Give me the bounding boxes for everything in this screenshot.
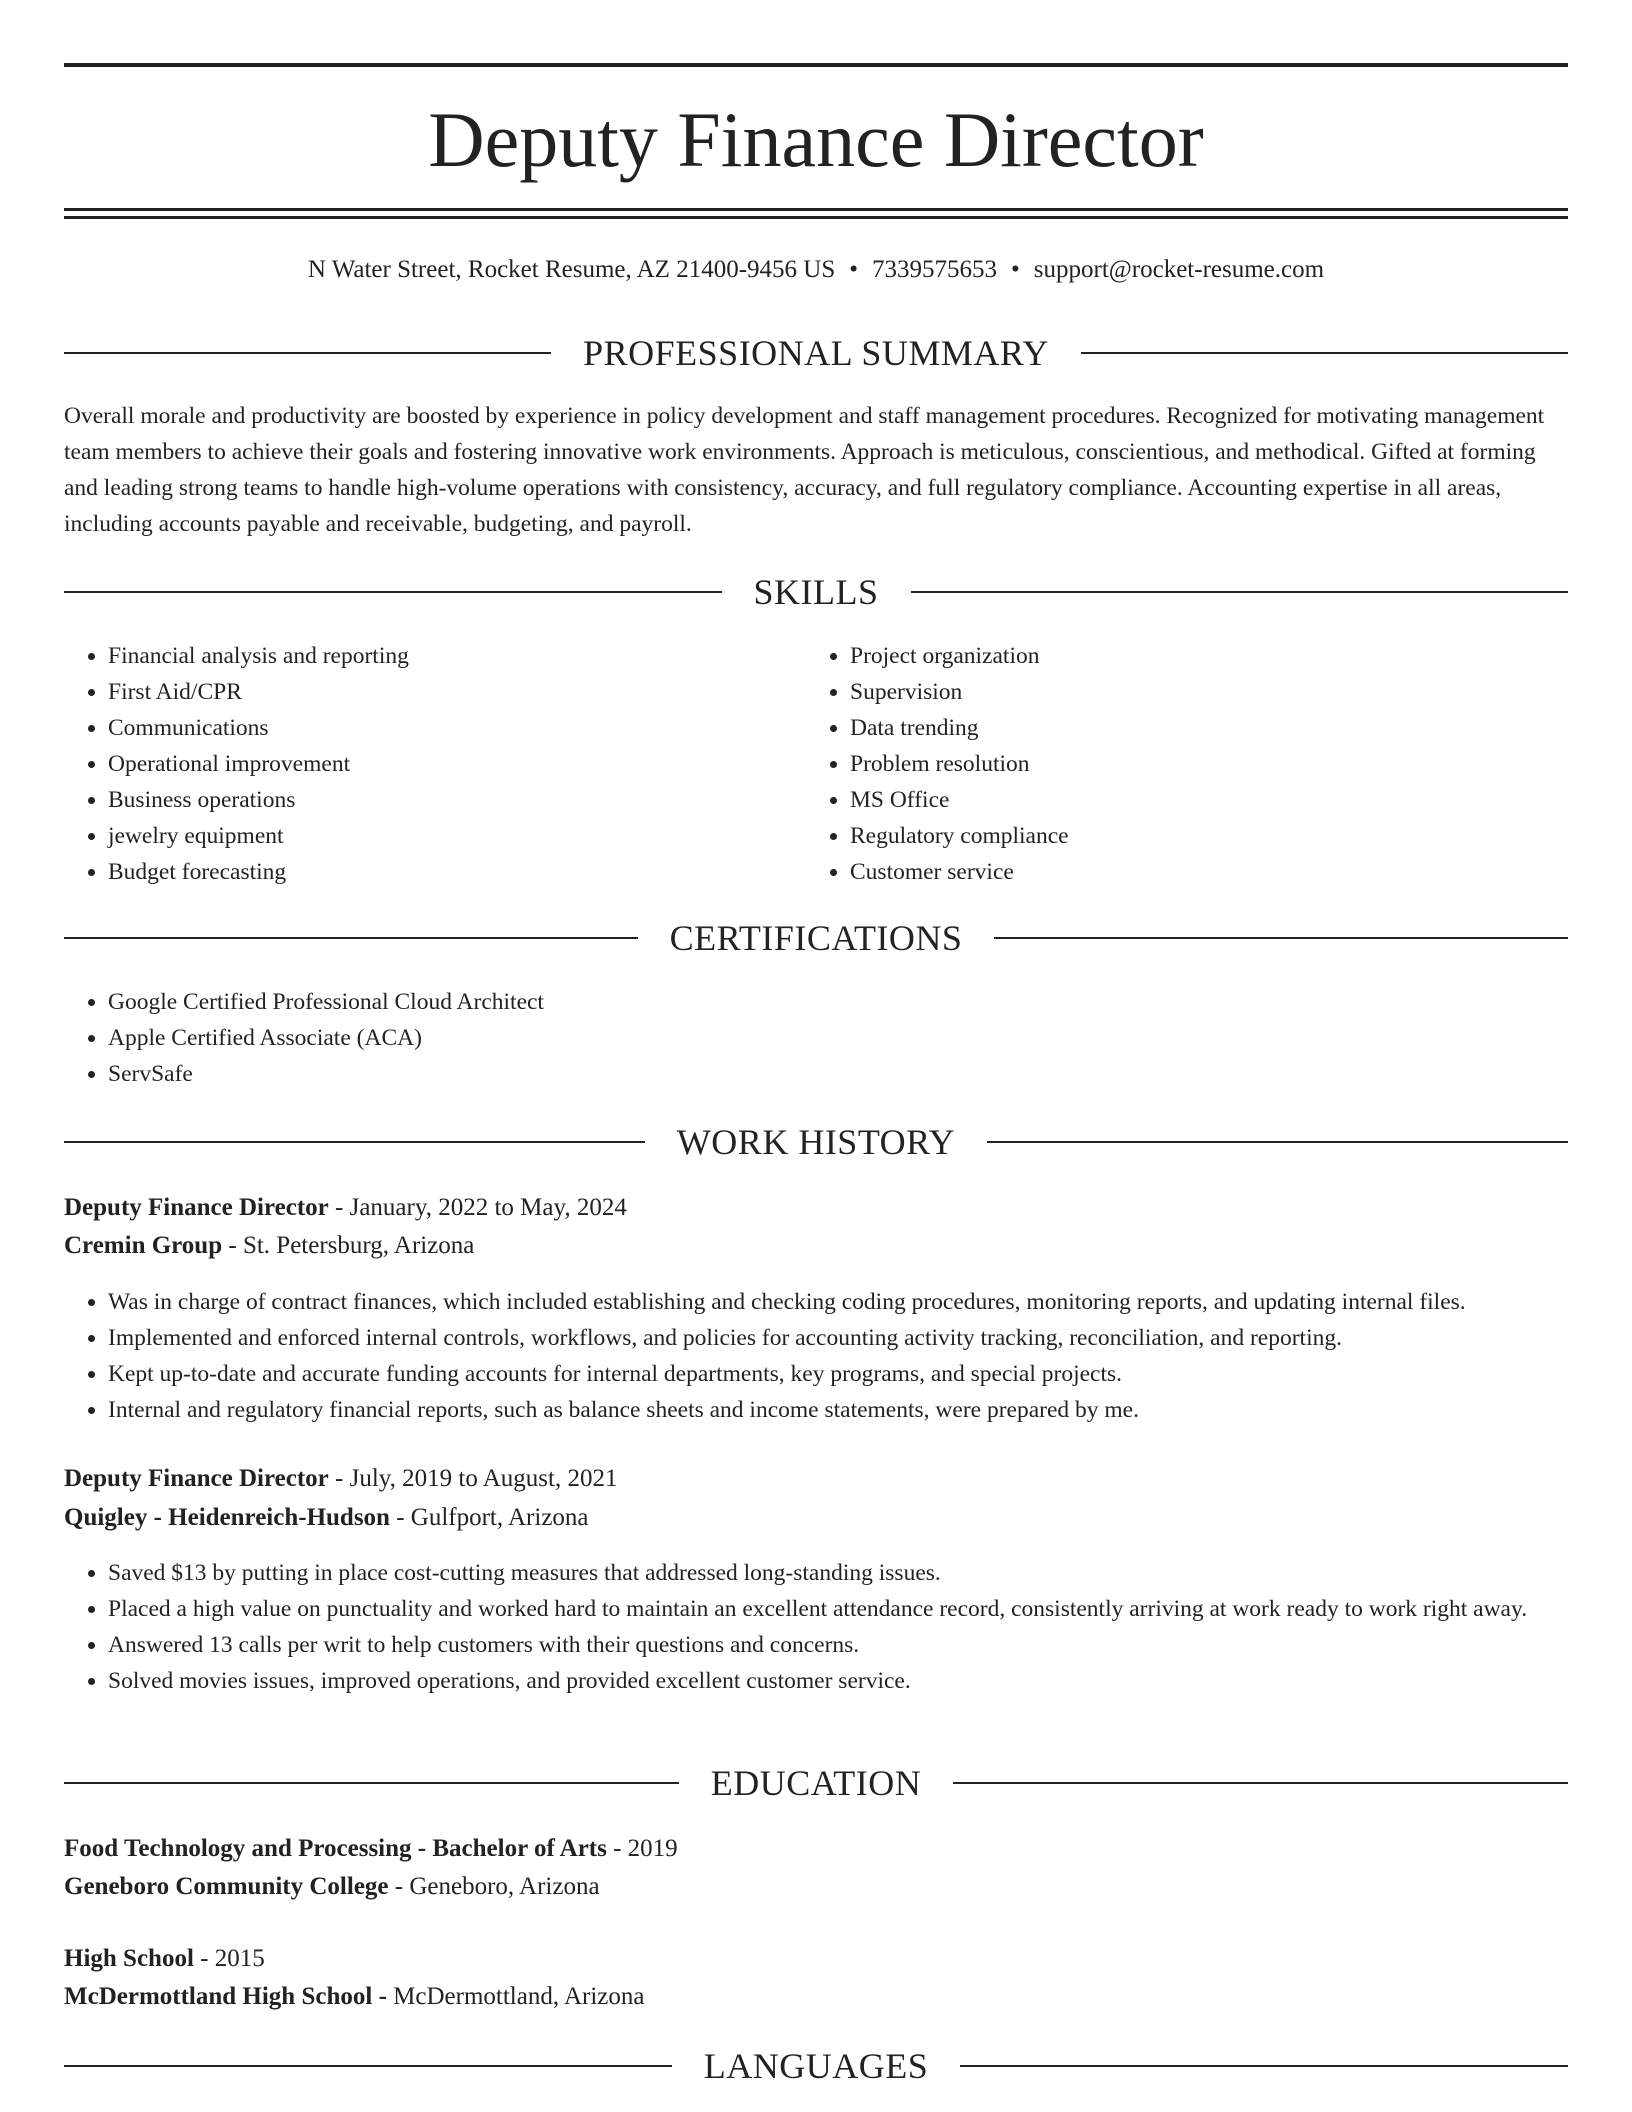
certifications-list: [64, 984, 1608, 1092]
summary-text: Overall morale and productivity are boosted by experience in policy development and staff management procedures. Recognized for motivating management team members to achieve their goals and fostering innovative work environments. Approach is meticulous, conscientious, and methodical. Gifted at forming and leading strong teams to handle high-volume operations with consistency, accuracy, and full regulatory compliance. Accounting expertise in all areas, including accounts payable and receivable, budgeting, and payroll.: [64, 403, 1545, 537]
skill-item: • Communications: [108, 710, 808, 746]
work-heading-label: WORK HISTORY: [676, 1122, 956, 1162]
contact-phone: 7339575653: [872, 256, 997, 283]
skills-heading-label: SKILLS: [753, 572, 879, 612]
heading-rule: [911, 591, 1569, 593]
education-year: - 2019: [606, 1835, 678, 1862]
job-company-line: [64, 1227, 1568, 1265]
job-bullets: [64, 1555, 1612, 1699]
contact-email: support@rocket-resume.com: [1033, 256, 1325, 283]
education-location: McDermottland, Arizona: [386, 1983, 645, 2010]
heading-rule: [960, 2065, 1568, 2067]
heading-rule: [953, 1782, 1568, 1784]
education-degree: Food Technology and Processing - Bachelor of Arts: [64, 1835, 607, 1862]
summary-heading-label: PROFESSIONAL SUMMARY: [583, 333, 1049, 373]
contact-address: N Water Street, Rocket Resume, AZ 21400-9456 US: [307, 256, 836, 283]
contact-separator: •: [1011, 256, 1020, 283]
education-school-line: [64, 1868, 1568, 1906]
education-year: - 2015: [193, 1945, 265, 1972]
education-degree: High School: [64, 1945, 194, 1972]
job-bullet: • Solved movies issues, improved operations, and provided excellent customer service.: [108, 1663, 1612, 1699]
education-location: - Geneboro, Arizona: [388, 1873, 600, 1900]
certifications-heading: [64, 918, 1568, 958]
heading-rule: [994, 937, 1568, 939]
education-degree-line: [64, 1830, 1568, 1868]
heading-rule: [64, 2065, 672, 2067]
certification-item: • Google Certified Professional Cloud Architect: [108, 984, 1608, 1020]
education-heading: [64, 1763, 1568, 1803]
job-title: Deputy Finance Director: [64, 1465, 329, 1492]
heading-rule: [987, 1141, 1568, 1143]
job-bullets: [64, 1284, 1612, 1428]
work-heading: [64, 1122, 1568, 1162]
skill-item: • Business operations: [108, 782, 808, 818]
title-rule-lower: [64, 216, 1568, 219]
heading-rule: [64, 1141, 645, 1143]
skill-item: • First Aid/CPR: [108, 674, 808, 710]
skill-item: • MS Office: [850, 782, 1610, 818]
summary-heading: [64, 333, 1568, 373]
skill-item: • Financial analysis and reporting: [108, 638, 808, 674]
page-title: Deputy Finance Director: [428, 96, 1204, 183]
education-school: McDermottland High School -: [64, 1983, 387, 2010]
languages-heading: [64, 2046, 1568, 2086]
job-bullet: • Internal and regulatory financial reports, such as balance sheets and income statements, were prepared by me.: [108, 1392, 1612, 1428]
heading-rule: [64, 937, 638, 939]
job-title-line: [64, 1460, 1568, 1498]
job-title-line: [64, 1189, 1568, 1227]
job-company-line: [64, 1499, 1568, 1537]
job-bullet: • Placed a high value on punctuality and worked hard to maintain an excellent attendance record, consistently arriving at work ready to work right away.: [108, 1591, 1612, 1627]
skill-item: • Budget forecasting: [108, 854, 808, 890]
job-title: Deputy Finance Director: [64, 1194, 329, 1221]
certifications-heading-label: CERTIFICATIONS: [669, 918, 963, 958]
contact-line: [64, 254, 1568, 286]
skill-item: • Operational improvement: [108, 746, 808, 782]
job-bullet: • Was in charge of contract finances, which included establishing and checking coding procedures, monitoring reports, and updating internal files.: [108, 1284, 1612, 1320]
job-dates: - July, 2019 to August, 2021: [328, 1465, 618, 1492]
skill-item: • Project organization: [850, 638, 1610, 674]
job-dates: - January, 2022 to May, 2024: [328, 1194, 627, 1221]
job-company: Cremin Group: [64, 1232, 223, 1259]
heading-rule: [64, 352, 551, 354]
skills-list-right: [806, 638, 1610, 890]
heading-rule: [64, 591, 722, 593]
job-company: Quigley - Heidenreich-Hudson: [64, 1504, 390, 1531]
education-school-line: [64, 1978, 1568, 2016]
education-school: Geneboro Community College: [64, 1873, 389, 1900]
skill-item: • Data trending: [850, 710, 1610, 746]
top-rule: [64, 63, 1568, 67]
certification-item: • ServSafe: [108, 1056, 1608, 1092]
skill-item: • Supervision: [850, 674, 1610, 710]
skill-item: • Customer service: [850, 854, 1610, 890]
languages-heading-label: LANGUAGES: [703, 2046, 929, 2086]
skills-list-left: [64, 638, 808, 890]
job-bullet: • Kept up-to-date and accurate funding accounts for internal departments, key programs, and special projects.: [108, 1356, 1612, 1392]
heading-rule: [1081, 352, 1568, 354]
education-heading-label: EDUCATION: [710, 1763, 922, 1803]
skills-heading: [64, 572, 1568, 612]
job-bullet: • Saved $13 by putting in place cost-cutting measures that addressed long-standing issues.: [108, 1555, 1612, 1591]
job-bullet: • Answered 13 calls per writ to help customers with their questions and concerns.: [108, 1627, 1612, 1663]
certification-item: • Apple Certified Associate (ACA): [108, 1020, 1608, 1056]
skill-item: • jewelry equipment: [108, 818, 808, 854]
title-rule-upper: [64, 208, 1568, 211]
skill-item: • Problem resolution: [850, 746, 1610, 782]
heading-rule: [64, 1782, 679, 1784]
job-location: - Gulfport, Arizona: [389, 1504, 589, 1531]
job-location: - St. Petersburg, Arizona: [222, 1232, 475, 1259]
contact-separator: •: [849, 256, 858, 283]
job-bullet: • Implemented and enforced internal controls, workflows, and policies for accounting activity tracking, reconciliation, and reporting.: [108, 1320, 1612, 1356]
skill-item: • Regulatory compliance: [850, 818, 1610, 854]
education-degree-line: [64, 1940, 1568, 1978]
